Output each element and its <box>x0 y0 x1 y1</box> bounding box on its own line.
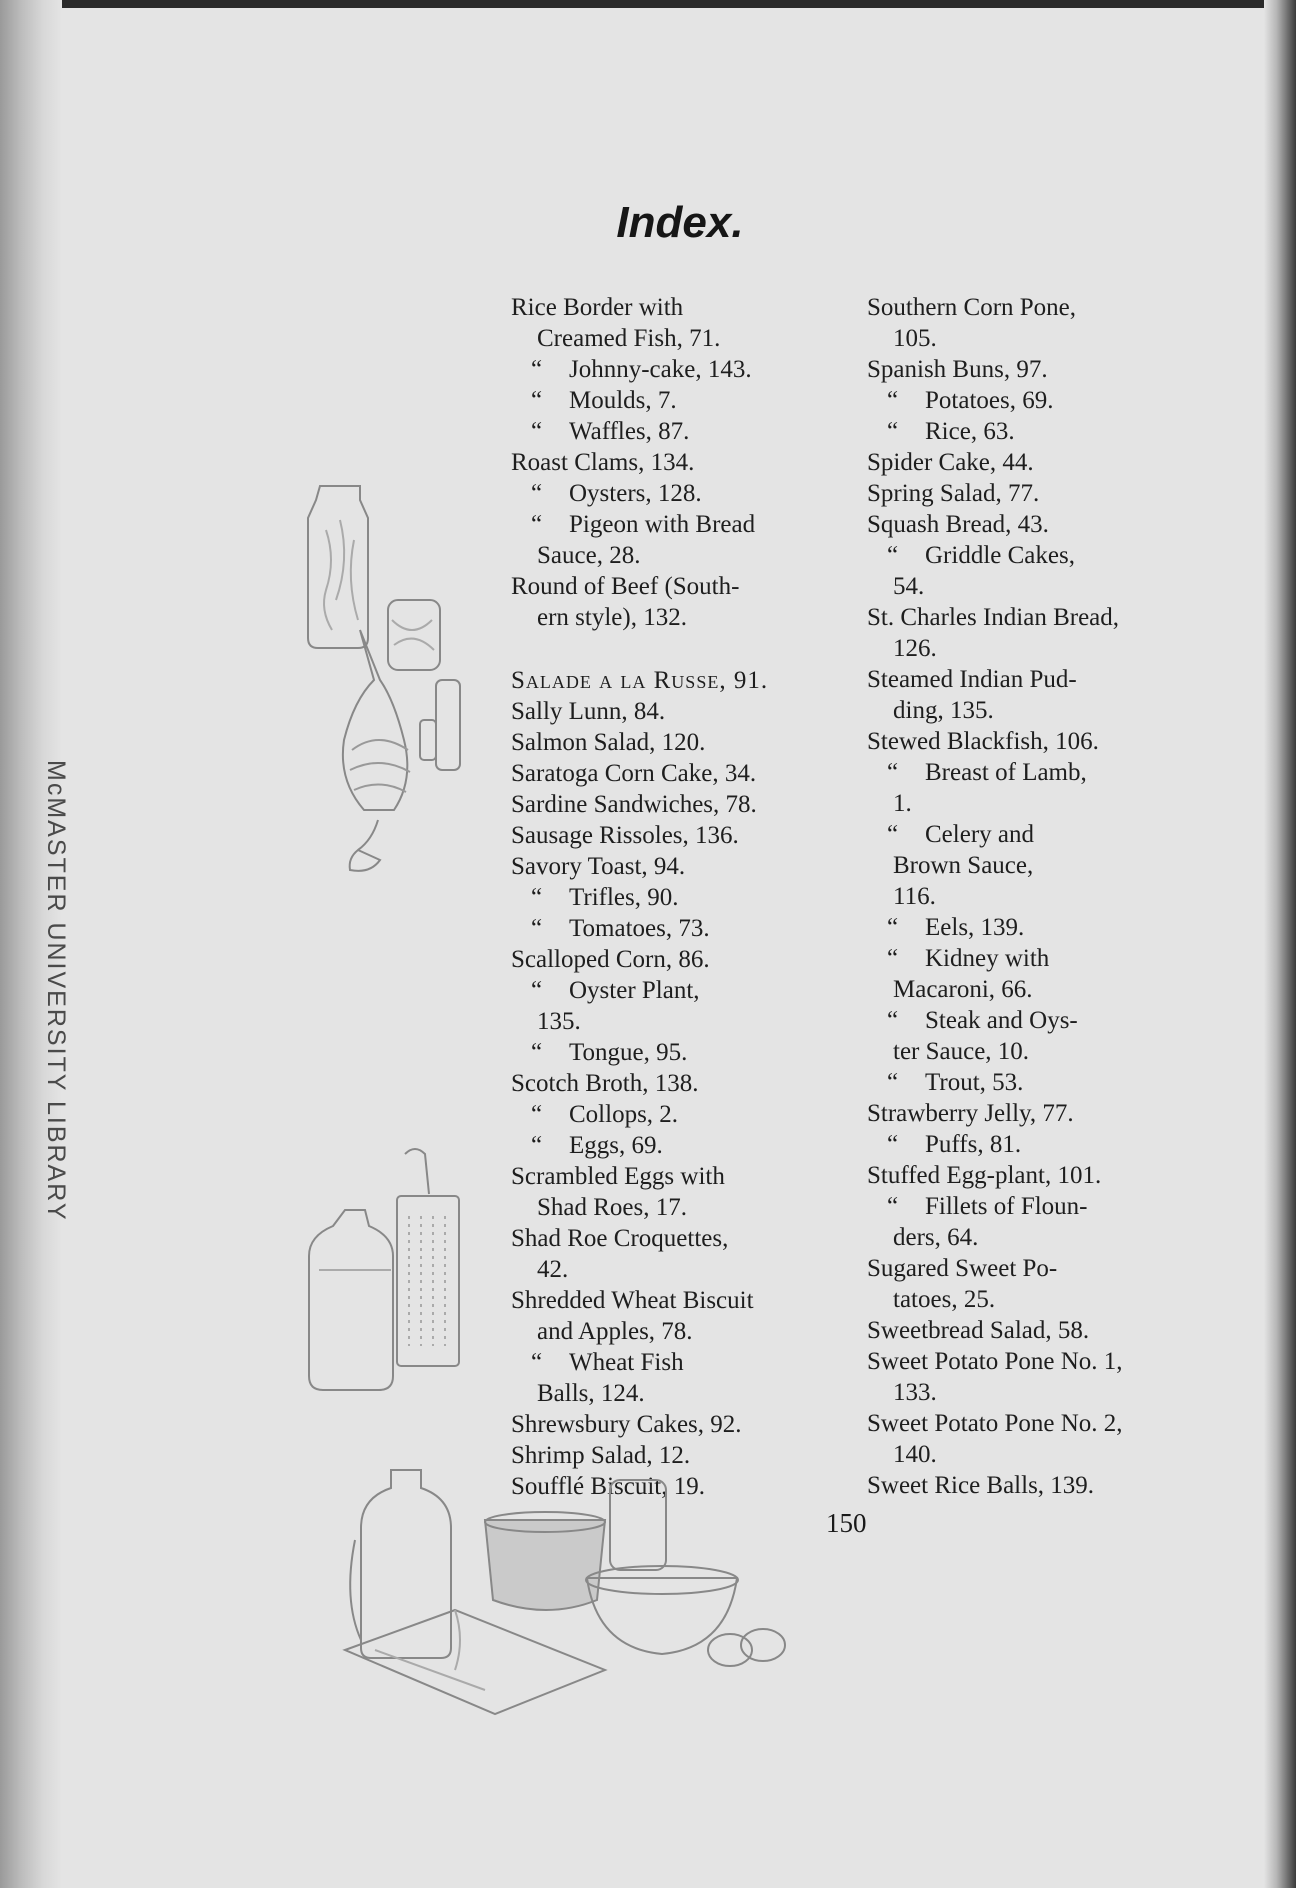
index-entry-text: Balls, 124. <box>537 1380 645 1407</box>
index-entry <box>867 1098 1195 1129</box>
index-entry-text: 54. <box>893 573 925 600</box>
ditto-mark: “ <box>887 418 899 445</box>
index-entry-text: Wheat Fish <box>569 1349 684 1376</box>
index-entry-text: Squash Bread, 43. <box>867 511 1049 538</box>
index-entry <box>867 416 1195 447</box>
index-entry-text: 42. <box>537 1256 569 1283</box>
index-entry-text: Shrimp Salad, 12. <box>511 1442 691 1469</box>
ditto-mark: “ <box>531 1101 543 1128</box>
index-entry <box>867 757 1195 788</box>
index-entry-continuation <box>511 323 839 354</box>
index-entry-continuation <box>511 540 839 571</box>
index-entry-text: Celery and <box>925 821 1034 848</box>
index-entry <box>867 1160 1195 1191</box>
index-entry-text: Southern Corn Pone, <box>867 294 1077 321</box>
index-entry-text: ter Sauce, 10. <box>893 1038 1030 1065</box>
index-entry <box>867 1346 1195 1377</box>
index-entry <box>867 354 1195 385</box>
index-entry <box>867 819 1195 850</box>
index-entry-continuation <box>867 695 1195 726</box>
index-entry-continuation <box>867 850 1195 881</box>
index-entry <box>867 1408 1195 1439</box>
index-entry-text: Spider Cake, 44. <box>867 449 1034 476</box>
index-entry-text: 133. <box>893 1379 937 1406</box>
index-entry <box>511 1285 839 1316</box>
index-entry-text: Sweetbread Salad, 58. <box>867 1317 1090 1344</box>
index-entry-text: Sweet Rice Balls, 139. <box>867 1472 1095 1499</box>
index-entry-text: Strawberry Jelly, 77. <box>867 1100 1074 1127</box>
index-entry-text: ern style), 132. <box>537 604 687 631</box>
index-entry <box>867 664 1195 695</box>
index-entry <box>511 478 839 509</box>
index-entry-continuation <box>511 1378 839 1409</box>
index-entry-text: Rice, 63. <box>925 418 1015 445</box>
index-entry <box>867 943 1195 974</box>
ditto-mark: “ <box>887 759 899 786</box>
index-entry-continuation <box>511 1254 839 1285</box>
index-entry <box>511 913 839 944</box>
index-entry <box>867 1470 1195 1501</box>
index-entry-continuation <box>867 323 1195 354</box>
index-entry-text: Macaroni, 66. <box>893 976 1033 1003</box>
index-entry <box>511 1347 839 1378</box>
index-entry <box>511 944 839 975</box>
index-entry <box>867 540 1195 571</box>
index-entry-continuation <box>867 1284 1195 1315</box>
index-entry-text: Stuffed Egg-plant, 101. <box>867 1162 1102 1189</box>
index-entry-continuation <box>511 1006 839 1037</box>
index-entry-continuation <box>867 571 1195 602</box>
index-entry <box>511 354 839 385</box>
index-entry-continuation <box>867 974 1195 1005</box>
ditto-mark: “ <box>531 915 543 942</box>
index-entry-continuation <box>867 1222 1195 1253</box>
index-entry-text: Puffs, 81. <box>925 1131 1022 1158</box>
index-entry-text: Collops, 2. <box>569 1101 679 1128</box>
index-entry-text: Scalloped Corn, 86. <box>511 946 710 973</box>
index-entry <box>867 509 1195 540</box>
index-entry-text: Potatoes, 69. <box>925 387 1054 414</box>
index-entry-continuation <box>867 881 1195 912</box>
index-entry-text: Kidney with <box>925 945 1050 972</box>
index-entry-continuation <box>511 1316 839 1347</box>
index-entry <box>511 1068 839 1099</box>
index-entry-text: St. Charles Indian Bread, <box>867 604 1120 631</box>
index-column-left <box>511 292 839 1502</box>
index-entry-text: Sugared Sweet Po- <box>867 1255 1058 1282</box>
index-entry-text: Savory Toast, 94. <box>511 853 686 880</box>
index-entry-text: Waffles, 87. <box>569 418 690 445</box>
index-entry-continuation <box>511 1192 839 1223</box>
index-entry <box>867 292 1195 323</box>
index-entry-text: Eggs, 69. <box>569 1132 663 1159</box>
index-entry <box>867 385 1195 416</box>
ditto-mark: “ <box>531 387 543 414</box>
index-entry-text: 126. <box>893 635 937 662</box>
index-entry-text: and Apples, 78. <box>537 1318 693 1345</box>
index-entry-text: Shrewsbury Cakes, 92. <box>511 1411 742 1438</box>
ditto-mark: “ <box>887 542 899 569</box>
index-entry-continuation <box>867 788 1195 819</box>
index-entry-text: Brown Sauce, <box>893 852 1034 879</box>
index-entry <box>867 1315 1195 1346</box>
index-entry <box>511 727 839 758</box>
index-entry-text: 116. <box>893 883 936 910</box>
index-entry-text: 140. <box>893 1441 937 1468</box>
index-entry <box>867 912 1195 943</box>
index-entry <box>511 1130 839 1161</box>
index-entry-continuation <box>867 1377 1195 1408</box>
ditto-mark: “ <box>531 356 543 383</box>
ditto-mark: “ <box>887 821 899 848</box>
index-entry-text: Rice Border with <box>511 294 684 321</box>
index-entry-continuation <box>867 1036 1195 1067</box>
ditto-mark: “ <box>531 977 543 1004</box>
index-entry-text: Tongue, 95. <box>569 1039 688 1066</box>
index-entry-text: Sauce, 28. <box>537 542 641 569</box>
ditto-mark: “ <box>887 914 899 941</box>
ditto-mark: “ <box>531 480 543 507</box>
index-entry <box>511 571 839 602</box>
index-entry-text: Spring Salad, 77. <box>867 480 1040 507</box>
index-entry <box>867 1191 1195 1222</box>
index-column-right <box>867 292 1195 1501</box>
ditto-mark: “ <box>887 1007 899 1034</box>
index-entry-text: Salmon Salad, 120. <box>511 729 706 756</box>
index-entry-text: Sweet Potato Pone No. 1, <box>867 1348 1123 1375</box>
ditto-mark: “ <box>531 884 543 911</box>
index-entry <box>511 509 839 540</box>
index-entry-text: Saratoga Corn Cake, 34. <box>511 760 757 787</box>
index-entry <box>867 602 1195 633</box>
index-entry-text: Pigeon with Bread <box>569 511 756 538</box>
ditto-mark: “ <box>887 945 899 972</box>
index-entry-text: Trout, 53. <box>925 1069 1024 1096</box>
index-entry-text: Fillets of Floun- <box>925 1193 1088 1220</box>
index-entry-text: Spanish Buns, 97. <box>867 356 1048 383</box>
index-entry-text: 105. <box>893 325 937 352</box>
index-entry-continuation <box>511 602 839 633</box>
ditto-mark: “ <box>887 1193 899 1220</box>
index-entry-text: Sardine Sandwiches, 78. <box>511 791 757 818</box>
index-entry <box>511 820 839 851</box>
index-entry-text: Steamed Indian Pud- <box>867 666 1077 693</box>
index-entry <box>511 665 839 696</box>
index-entry-text: Sally Lunn, 84. <box>511 698 666 725</box>
index-entry <box>511 975 839 1006</box>
index-entry <box>511 758 839 789</box>
index-entry-text: Shredded Wheat Biscuit <box>511 1287 754 1314</box>
index-entry-text: Oyster Plant, <box>569 977 700 1004</box>
section-gap <box>511 633 839 665</box>
index-entry <box>511 1409 839 1440</box>
index-entry-text: Round of Beef (South- <box>511 573 740 600</box>
index-entry-text: ding, 135. <box>893 697 994 724</box>
ditto-mark: “ <box>531 511 543 538</box>
bottles-illustration <box>300 470 480 890</box>
index-entry <box>511 385 839 416</box>
index-entry-text: Sweet Potato Pone No. 2, <box>867 1410 1123 1437</box>
index-entry-text: Roast Clams, 134. <box>511 449 695 476</box>
index-entry-text: Eels, 139. <box>925 914 1025 941</box>
index-entry-text: Steak and Oys- <box>925 1007 1078 1034</box>
index-entry <box>511 1037 839 1068</box>
index-entry-text: Creamed Fish, 71. <box>537 325 721 352</box>
ditto-mark: “ <box>531 1039 543 1066</box>
ditto-mark: “ <box>531 1132 543 1159</box>
index-entry <box>511 789 839 820</box>
index-entry-text: ders, 64. <box>893 1224 979 1251</box>
index-entry <box>511 1161 839 1192</box>
ditto-mark: “ <box>887 1069 899 1096</box>
index-entry <box>511 416 839 447</box>
index-entry-text: Salade a la Russe, 91. <box>511 667 769 694</box>
index-entry-text: Shad Roes, 17. <box>537 1194 687 1221</box>
index-entry-text: 1. <box>893 790 912 817</box>
index-entry-text: Soufflé Biscuit, 19. <box>511 1473 705 1500</box>
index-entry-text: Stewed Blackfish, 106. <box>867 728 1099 755</box>
index-entry-text: 135. <box>537 1008 581 1035</box>
kitchen-still-life-illustration <box>335 1460 805 1730</box>
index-entry-text: Griddle Cakes, <box>925 542 1075 569</box>
page-right-edge <box>1264 0 1296 1888</box>
jug-and-grater-illustration <box>305 1140 475 1410</box>
index-entry-text: Moulds, 7. <box>569 387 677 414</box>
index-entry <box>867 1129 1195 1160</box>
index-entry <box>511 447 839 478</box>
index-entry <box>867 447 1195 478</box>
index-entry <box>511 292 839 323</box>
index-entry <box>867 1253 1195 1284</box>
index-entry <box>511 851 839 882</box>
page-title: Index. <box>616 198 744 247</box>
index-entry <box>867 726 1195 757</box>
index-entry-text: Scrambled Eggs with <box>511 1163 725 1190</box>
ditto-mark: “ <box>887 387 899 414</box>
index-entry <box>867 1067 1195 1098</box>
index-entry <box>511 882 839 913</box>
index-entry-continuation <box>867 1439 1195 1470</box>
index-entry <box>867 1005 1195 1036</box>
index-entry <box>511 1099 839 1130</box>
page-number: 150 <box>826 1508 867 1538</box>
index-entry-text: Trifles, 90. <box>569 884 679 911</box>
index-entry-continuation <box>867 633 1195 664</box>
index-entry <box>511 696 839 727</box>
index-entry <box>511 1223 839 1254</box>
index-entry <box>867 478 1195 509</box>
ditto-mark: “ <box>531 1349 543 1376</box>
index-entry-text: Scotch Broth, 138. <box>511 1070 699 1097</box>
page-top-edge <box>0 0 1296 8</box>
ditto-mark: “ <box>887 1131 899 1158</box>
index-entry-text: tatoes, 25. <box>893 1286 996 1313</box>
index-entry-text: Tomatoes, 73. <box>569 915 710 942</box>
index-entry-text: Johnny-cake, 143. <box>569 356 752 383</box>
library-stamp: McMASTER UNIVERSITY LIBRARY <box>42 760 70 1222</box>
index-entry-text: Breast of Lamb, <box>925 759 1087 786</box>
index-entry-text: Sausage Rissoles, 136. <box>511 822 739 849</box>
ditto-mark: “ <box>531 418 543 445</box>
index-entry-text: Oysters, 128. <box>569 480 702 507</box>
index-entry-text: Shad Roe Croquettes, <box>511 1225 729 1252</box>
